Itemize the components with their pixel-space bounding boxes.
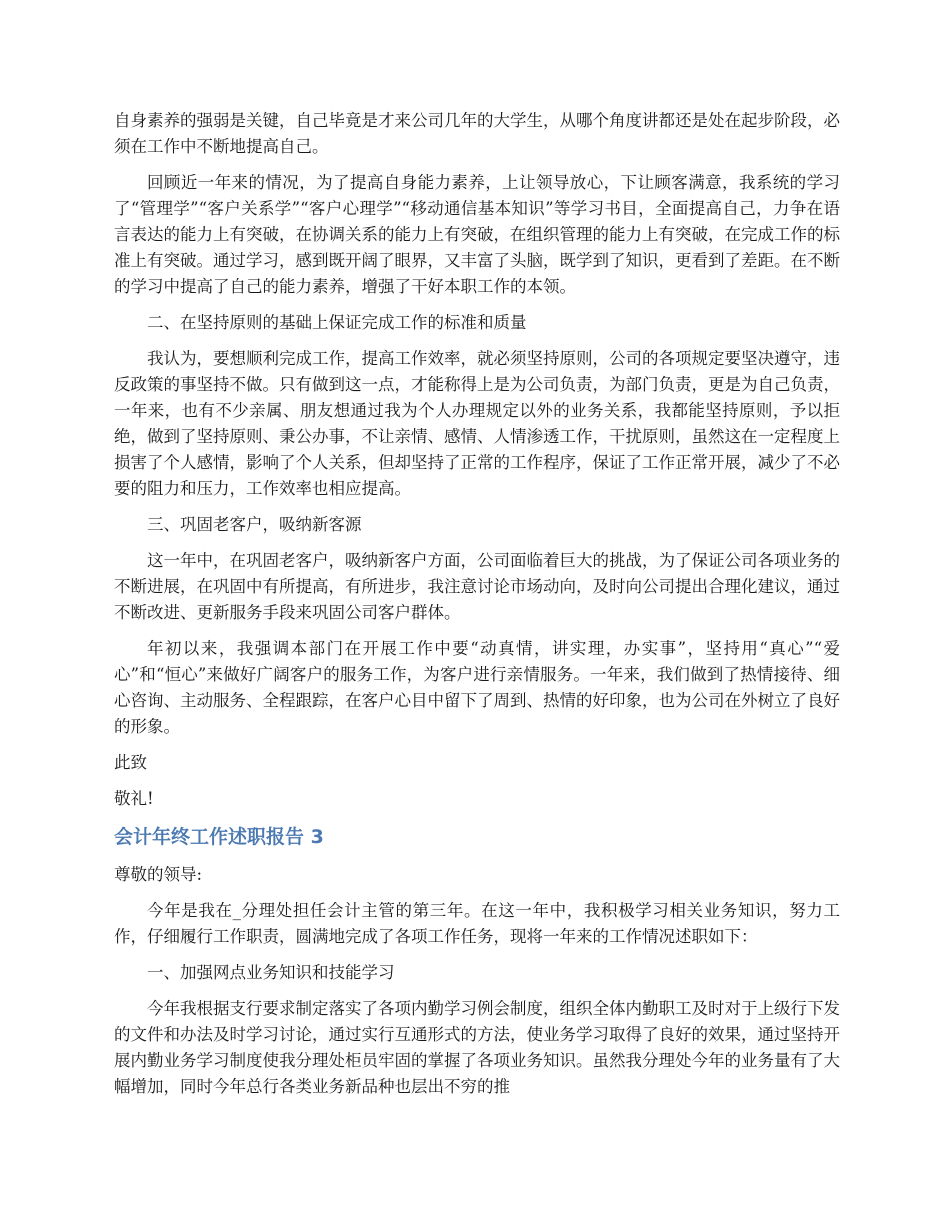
paragraph-service: 年初以来，我强调本部门在开展工作中要“动真情，讲实理，办实事”，坚持用“真心”“爱心”和“恒心”来做好广阔客户的服务工作，为客户进行亲情服务。一年来，我们做到了热情接待、细心咨询、主动服务、全程跟踪，在客户心目中留下了周到、热情的好印象，也为公司在外树立了良好的形象。 xyxy=(114,639,840,736)
paragraph-customers: 这一年中，在巩固老客户，吸纳新客户方面，公司面临着巨大的挑战，为了保证公司各项业务的不断进展，在巩固中有所提高，有所进步，我注意讨论市场动向，及时向公司提出合理化建议，通过不断改进、更新服务手段来巩固公司客户群体。 xyxy=(114,551,840,622)
subheading-customers: 三、巩固老客户，吸纳新客源 xyxy=(147,515,362,534)
paragraph-intro: 今年是我在_分理处担任会计主管的第三年。在这一年中，我积极学习相关业务知识，努力工作，仔细履行工作职责，圆满地完成了各项工作任务，现将一年来的工作情况述职如下： xyxy=(114,901,840,946)
paragraph-learning-review: 回顾近一年来的情况，为了提高自身能力素养，上让领导放心，下让顾客满意，我系统的学习了“管理学”“客户关系学”“客户心理学”“移动通信基本知识”等学习书目，全面提高自己，力争在语言表达的能力上有突破，在协调关系的能力上有突破，在组织管理的能力上有突破，在完成工作的标准上有突破。通过学习，感到既开阔了眼界，又丰富了头脑，既学到了知识，更看到了差距。在不断的学习中提高了自己的能力素养，增强了干好本职工作的本领。 xyxy=(114,173,840,296)
subheading-principles: 二、在坚持原则的基础上保证完成工作的标准和质量 xyxy=(147,313,527,332)
paragraph-principles: 我认为，要想顺利完成工作，提高工作效率，就必须坚持原则，公司的各项规定要坚决遵守，违反政策的事坚持不做。只有做到这一点，才能称得上是为公司负责，为部门负责，更是为自己负责，一年来，也有不少亲属、朋友想通过我为个人办理规定以外的业务关系，我都能坚持原则，予以拒绝，做到了坚持原则、秉公办事，不让亲情、感情、人情渗透工作，干扰原则，虽然这在一定程度上损害了个人感情，影响了个人关系，但却坚持了正常的工作程序，保证了工作正常开展，减少了不必要的阻力和压力，工作效率也相应提高。 xyxy=(114,349,840,498)
document-page xyxy=(114,108,840,1110)
closing-regards: 敬礼! xyxy=(114,789,154,808)
section-heading: 会计年终工作述职报告 3 xyxy=(114,826,324,848)
subheading-study: 一、加强网点业务知识和技能学习 xyxy=(147,963,395,982)
paragraph-study: 今年我根据支行要求制定落实了各项内勤学习例会制度，组织全体内勤职工及时对于上级行下发的文件和办法及时学习讨论，通过实行互通形式的方法，使业务学习取得了良好的效果，通过坚持开展内勤业务学习制度使我分理处柜员牢固的掌握了各项业务知识。虽然我分理处今年的业务量有了大幅增加，同时今年总行各类业务新品种也层出不穷的推 xyxy=(114,999,840,1096)
closing-salutation: 此致 xyxy=(114,753,147,772)
paragraph-continuation: 自身素养的强弱是关键，自己毕竟是才来公司几年的大学生，从哪个角度讲都还是处在起步阶段，必须在工作中不断地提高自己。 xyxy=(114,111,840,156)
greeting: 尊敬的领导: xyxy=(114,865,203,884)
